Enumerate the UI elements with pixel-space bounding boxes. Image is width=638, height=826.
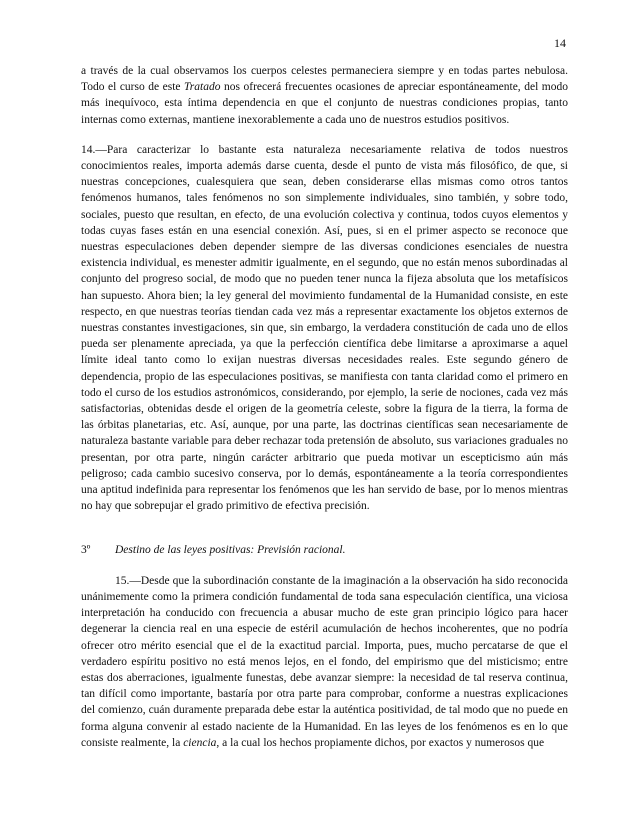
paragraph-text: nos ofrecerá frecuentes ocasiones de apreciar espontáneamente, del modo más inequívoco, esta íntima dependencia en que el conjunto de nuestras condiciones propias, tanto internas como externas, mantiene inexorablemente a cada uno de nuestros estudios positivos. bbox=[81, 81, 568, 126]
italic-term-ciencia: ciencia bbox=[183, 736, 217, 749]
paragraph-14: 14.—Para caracterizar lo bastante esta naturaleza necesariamente relativa de todos nuestros conocimientos reales, importa además darse cuenta, desde el punto de vista más filosófico, de que, si nuestras concepciones, cualesquiera que sean, deben considerarse ellas mismas como otros tantos fenómenos humanos, tales fenómenos no son simplemente individuales, sino también, y sobre todo, sociales, puesto que resultan, en efecto, de una evolución colectiva y continua, todos cuyos elementos y todas cuyas fases están en una esencial conexión. Así, pues, si en el primer aspecto se reconoce que nuestras especulaciones deben depender siempre de las diversas condiciones esenciales de nuestra existencia individual, es menester admitir igualmente, en el segundo, que no están menos subordinadas al conjunto del progreso social, de modo que no pueden tener nunca la fijeza absoluta que los metafísicos han supuesto. Ahora bien; la ley general del movimiento fundamental de la Humanidad consiste, en este respecto, en que nuestras teorías tiendan cada vez más a representar exactamente los objetos externos de nuestras constantes investigaciones, sin que, sin embargo, la verdadera constitución de cada uno de ellos pueda ser plenamente apreciada, ya que la perfección científica debe limitarse a aproximarse a aquel límite ideal tanto como lo exijan nuestras diversas necesidades reales. Este segundo género de dependencia, propio de las especulaciones positivas, se manifiesta con tanta claridad como el primero en todo el curso de los estudios astronómicos, considerando, por ejemplo, la serie de nociones, cada vez más satisfactorias, obtenidas desde el origen de la geometría celeste, sobre la figura de la tierra, la forma de las órbitas planetarias, etc. Así, aunque, por una parte, las doctrinas científicas sean necesariamente de naturaleza bastante variable para deber rechazar toda pretensión de absoluto, sus variaciones graduales no presentan, por otra parte, ningún carácter arbitrario que pueda motivar un escepticismo aún más peligroso; cada cambio sucesivo conserva, por lo demás, espontáneamente a la teoría correspondientes una aptitud indefinida para representar los fenómenos que les han servido de base, por lo menos mientras no hay que sobrepujar el grado primitivo de efectiva precisión. bbox=[81, 143, 568, 513]
document-body bbox=[81, 63, 568, 751]
section-heading bbox=[81, 542, 568, 558]
italic-term-tratado: Tratado bbox=[184, 81, 221, 94]
paragraph-text: a través de la cual observamos los cuerpos celestes permaneciera siempre y en todas partes nebulosa. Todo el curso de este bbox=[81, 65, 568, 94]
paragraph-text: 15.—Desde que la subordinación constante de la imaginación a la observación ha sido reconocida unánimemente como la primera condición fundamental de toda sana especulación científica, una viciosa interpretación ha conducido con frecuencia a abusar mucho de este gran principio lógico para hacer degenerar la ciencia real en una especie de estéril acumulación de hechos incoherentes, que no podría ofrecer otro mérito esencial que el de la exactitud parcial. Importa, pues, mucho percatarse de que el verdadero espíritu positivo no está menos lejos, en el fondo, del empirismo que del misticismo; entre estas dos aberraciones, igualmente funestas, debe avanzar siempre: la necesidad de tal reserva continua, tan difícil como importante, bastaría por otra parte para comprobar, conforme a nuestras explicaciones del comienzo, cuán duramente preparada debe estar la auténtica positividad, de tal modo que no puede en forma alguna convenir al estado naciente de la Humanidad. En las leyes de los fenómenos es en lo que consiste realmente, la bbox=[81, 574, 568, 749]
page-number: 14 bbox=[554, 36, 566, 50]
paragraph-continuation bbox=[81, 63, 568, 128]
paragraph-text: , a la cual los hechos propiamente dichos, por exactos y numerosos que bbox=[216, 736, 545, 749]
section-number: 3º bbox=[81, 544, 91, 557]
section-title: Destino de las leyes positivas: Previsión racional. bbox=[115, 544, 346, 557]
paragraph-15 bbox=[81, 573, 568, 751]
